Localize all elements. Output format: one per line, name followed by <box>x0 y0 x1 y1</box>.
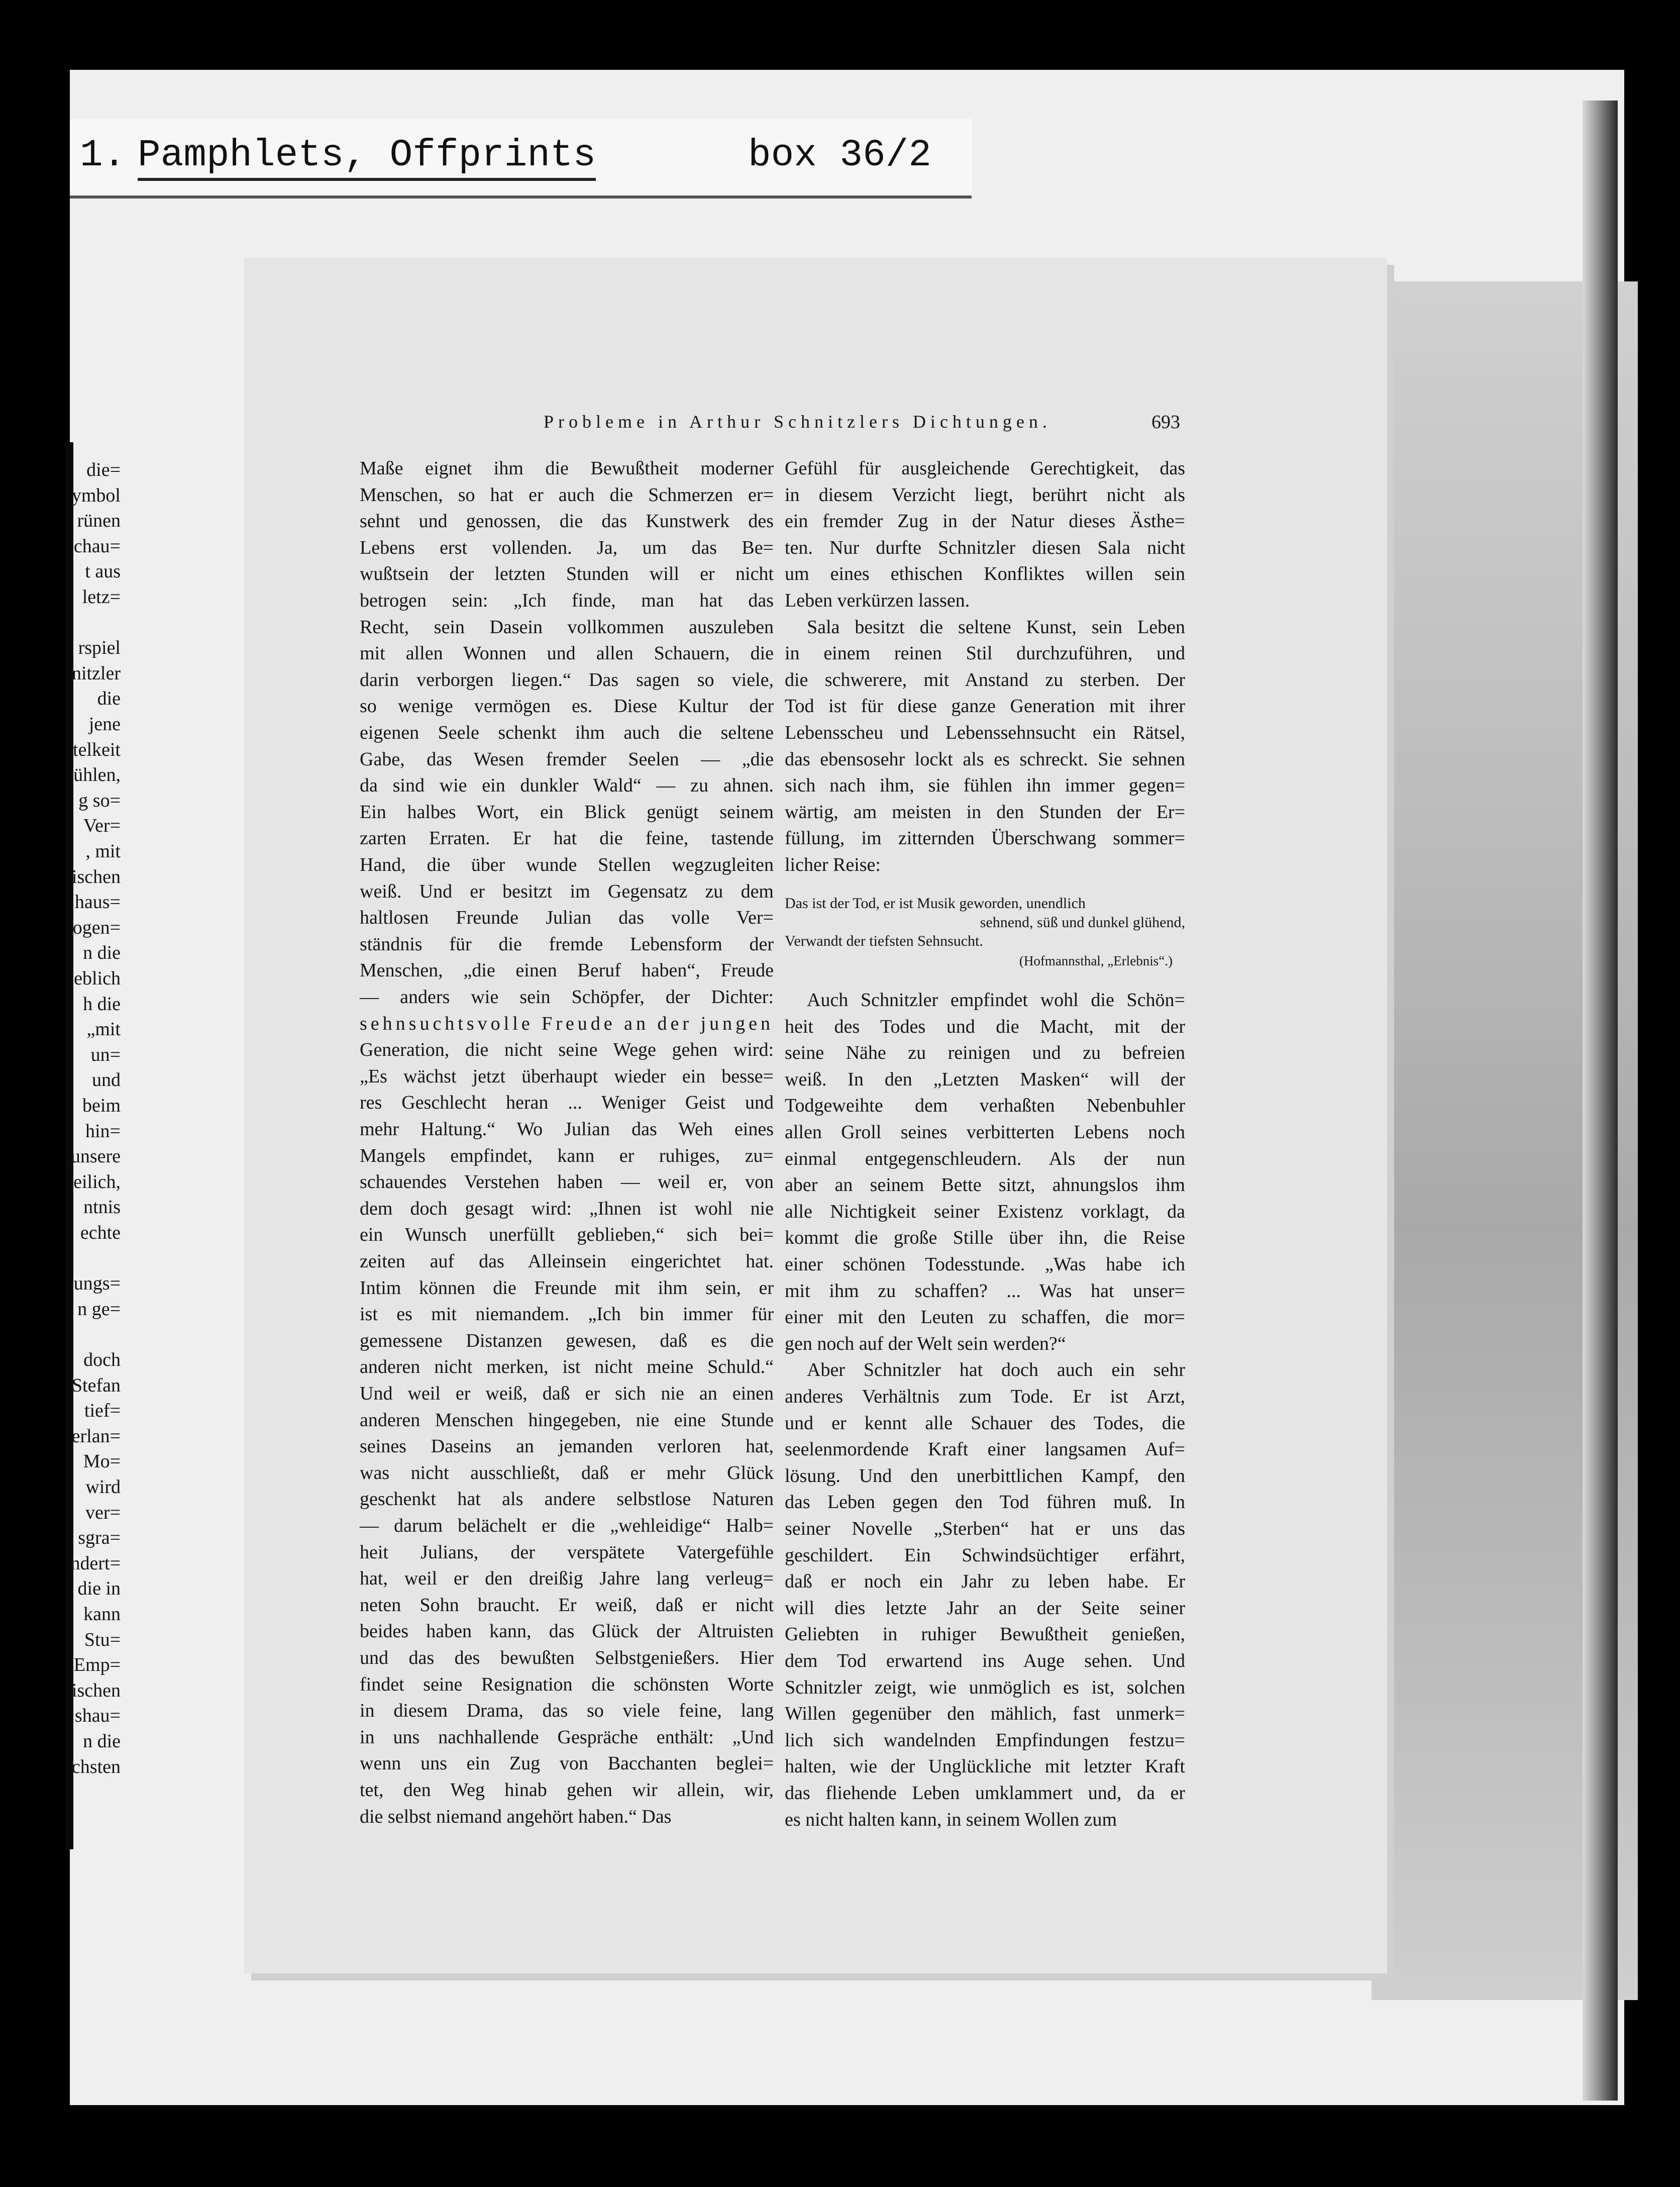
fragment-line: rünen <box>77 510 121 532</box>
fragment-line: rspiel <box>78 637 121 659</box>
text-line: lich sich wandelnden Empfindungen festzu= <box>785 1729 1185 1751</box>
page-number: 693 <box>1151 412 1180 433</box>
text-line: Lebensscheu und Lebenssehnsucht ein Rätsel, <box>785 722 1185 743</box>
archive-label-number: 1. <box>80 134 126 177</box>
fragment-line: shau= <box>74 1705 121 1727</box>
text-line: Ein halbes Wort, ein Blick genügt seinem <box>360 801 774 823</box>
fragment-line: ymbol <box>71 484 121 506</box>
fragment-line: jene <box>88 714 121 735</box>
text-line: in diesem Verzicht liegt, berührt nicht als <box>785 484 1185 506</box>
text-line: und das des bewußten Selbstgenießers. Hier <box>360 1647 774 1668</box>
text-line: hat, weil er den dreißig Jahre lang verleug= <box>360 1568 774 1589</box>
text-line: Willen gegenüber den mählich, fast unmerk= <box>785 1703 1185 1725</box>
archive-label-box: box 36/2 <box>748 134 931 177</box>
text-line: seines Daseins an jemanden verloren hat, <box>360 1436 774 1457</box>
text-line: seelenmordende Kraft einer langsamen Auf= <box>785 1439 1185 1460</box>
text-line: halten, wie der Unglückliche mit letzter Kraft <box>785 1756 1185 1777</box>
text-line: geschenkt hat als andere selbstlose Naturen <box>360 1488 774 1510</box>
fragment-line: ischen <box>71 1679 121 1701</box>
text-line: wärtig, am meisten in den Stunden der Er= <box>785 801 1185 823</box>
text-line: zarten Erraten. Er hat die feine, tastende <box>360 828 774 849</box>
text-line: da sind wie ein dunkler Wald“ — zu ahnen. <box>360 775 774 797</box>
text-line: Lebens erst vollenden. Ja, um das Be= <box>360 537 774 558</box>
text-line: anderes Verhältnis zum Tode. Er ist Arzt, <box>785 1386 1185 1407</box>
text-line: sehnsuchtsvolle Freude an der jungen <box>360 1013 774 1034</box>
text-line: Hand, die über wunde Stellen wegzugleiten <box>360 854 774 875</box>
text-line: um eines ethischen Konfliktes willen sein <box>785 563 1185 585</box>
text-line: so wenige vermögen es. Diese Kultur der <box>360 695 774 717</box>
text-line: ein Wunsch unerfüllt geblieben,“ sich bei= <box>360 1224 774 1246</box>
fragment-line: die in <box>77 1578 121 1600</box>
text-line: wenn uns ein Zug von Bacchanten beglei= <box>360 1753 774 1774</box>
fragment-line: t aus <box>85 561 121 582</box>
text-line: was nicht ausschließt, daß er mehr Glück <box>360 1462 774 1483</box>
fragment-line: , mit <box>85 841 121 862</box>
text-line: die schwerere, mit Anstand zu sterben. Der <box>785 669 1185 690</box>
text-line: Tod ist für diese ganze Generation mit ihrer <box>785 695 1185 717</box>
text-line: und er kennt alle Schauer des Todes, die <box>785 1412 1185 1434</box>
sheet-edge <box>1583 101 1618 2101</box>
text-line: schauendes Verstehen haben — weil er, von <box>360 1171 774 1193</box>
text-line: einer mit den Leuten zu schaffen, die mor= <box>785 1307 1185 1328</box>
text-line: sehnt und genossen, die das Kunstwerk des <box>360 511 774 532</box>
text-line: beides haben kann, das Glück der Altruisten <box>360 1621 774 1642</box>
text-line: kommt die große Stille über ihn, die Reise <box>785 1227 1185 1249</box>
text-line: weiß. In den „Letzten Masken“ will der <box>785 1068 1185 1090</box>
text-line: Gefühl für ausgleichende Gerechtigkeit, das <box>785 458 1185 479</box>
text-line: zeiten auf das Alleinsein eingerichtet hat. <box>360 1251 774 1272</box>
verse-line-2: sehnend, süß und dunkel glühend, <box>980 914 1185 931</box>
fragment-line: hin= <box>85 1120 121 1142</box>
text-line: ein fremder Zug in der Natur dieses Ästhe= <box>785 511 1185 532</box>
text-line: weiß. Und er besitzt im Gegensatz zu dem <box>360 880 774 902</box>
text-line: dem Tod erwartend ins Auge sehen. Und <box>785 1650 1185 1671</box>
fragment-line: die <box>97 688 121 710</box>
text-line: Geliebten in ruhiger Bewußtheit genießen, <box>785 1624 1185 1645</box>
text-line: betrogen sein: „Ich finde, man hat das <box>360 590 774 611</box>
fragment-line: n die <box>83 942 121 964</box>
text-line: dem doch gesagt wird: „Ihnen ist wohl nie <box>360 1198 774 1219</box>
fragment-line: Stefan <box>71 1374 121 1396</box>
text-line: ist es mit niemandem. „Ich bin immer für <box>360 1304 774 1325</box>
text-line: gemessene Distanzen gewesen, daß es die <box>360 1330 774 1351</box>
text-line: neten Sohn braucht. Er weiß, daß er nicht <box>360 1594 774 1616</box>
fragment-line: ischen <box>71 866 121 887</box>
text-line: „Es wächst jetzt überhaupt wieder ein besse= <box>360 1065 774 1087</box>
text-line: Leben verkürzen lassen. <box>785 590 970 611</box>
text-line: Menschen, so hat er auch die Schmerzen er= <box>360 484 774 506</box>
archive-label-title: Pamphlets, Offprints <box>138 134 596 181</box>
text-line: seiner Novelle „Sterben“ hat er uns das <box>785 1518 1185 1539</box>
text-line: ständnis für die fremde Lebensform der <box>360 933 774 955</box>
text-line: findet seine Resignation die schönsten Worte <box>360 1673 774 1695</box>
fragment-line: h die <box>83 993 121 1015</box>
text-line: geschildert. Ein Schwindsüchtiger erfährt, <box>785 1544 1185 1566</box>
fragment-line: Emp= <box>73 1654 121 1676</box>
text-line: sich nach ihm, sie fühlen ihn immer gegen= <box>785 775 1185 797</box>
fragment-line: ungs= <box>73 1273 121 1295</box>
text-line: darin verborgen liegen.“ Das sagen so viele, <box>360 669 774 690</box>
text-line: einer schönen Todesstunde. „Was habe ich <box>785 1254 1185 1275</box>
text-line: wußtsein der letzten Stunden will er nicht <box>360 563 774 585</box>
running-head: Probleme in Arthur Schnitzlers Dichtungen. <box>544 412 1052 432</box>
fragment-line: Stu= <box>84 1629 121 1650</box>
text-line: anderen Menschen hingegeben, nie eine Stunde <box>360 1409 774 1431</box>
fragment-line: ndert= <box>70 1552 121 1574</box>
fragment-line: sgra= <box>78 1527 121 1549</box>
text-line: Recht, sein Dasein vollkommen auszuleben <box>360 616 774 638</box>
text-line: Auch Schnitzler empfindet wohl die Schön= <box>807 989 1185 1011</box>
text-line: Generation, die nicht seine Wege gehen wird: <box>360 1039 774 1061</box>
text-line: ten. Nur durfte Schnitzler diesen Sala nicht <box>785 537 1185 558</box>
text-line: tet, den Weg hinab gehen wir allein, wir, <box>360 1779 774 1801</box>
fragment-line: und <box>92 1069 121 1091</box>
fragment-line: „mit <box>86 1019 121 1040</box>
text-line: Todgeweihte dem verhaßten Nebenbuhler <box>785 1095 1185 1117</box>
fragment-line: g so= <box>78 789 121 811</box>
text-line: das Leben gegen den Tod führen muß. In <box>785 1492 1185 1513</box>
fragment-line: doch <box>83 1349 121 1370</box>
fragment-line: letz= <box>82 586 121 608</box>
fragment-line: telkeit <box>73 739 121 760</box>
text-line: in diesem Drama, das so viele feine, lang <box>360 1700 774 1722</box>
previous-page-fragments <box>65 457 121 1965</box>
fragment-line: chsten <box>71 1756 121 1777</box>
text-line: aber an seinem Bette sitzt, ahnungslos ihm <box>785 1174 1185 1196</box>
text-line: in einem reinen Stil durchzuführen, und <box>785 643 1185 664</box>
text-line: Menschen, „die einen Beruf haben“, Freude <box>360 960 774 981</box>
text-line: mit ihm zu schaffen? ... Was hat unser= <box>785 1280 1185 1302</box>
text-line: licher Reise: <box>785 854 881 875</box>
verse-line-1: Das ist der Tod, er ist Musik geworden, unendlich <box>785 895 1086 912</box>
text-line: Aber Schnitzler hat doch auch ein sehr <box>807 1359 1185 1381</box>
text-line: mit allen Wonnen und allen Schauern, die <box>360 643 774 664</box>
text-line: mehr Haltung.“ Wo Julian das Weh eines <box>360 1119 774 1140</box>
text-line: lösung. Und den unerbittlichen Kampf, den <box>785 1465 1185 1486</box>
text-line: — darum belächelt er die „wehleidige“ Halb= <box>360 1515 774 1536</box>
text-line: — anders wie sein Schöpfer, der Dichter: <box>360 986 774 1008</box>
text-line: daß er noch ein Jahr zu leben habe. Er <box>785 1571 1185 1593</box>
text-line: Mangels empfindet, kann er ruhiges, zu= <box>360 1145 774 1166</box>
fragment-line: echte <box>80 1222 121 1243</box>
fragment-line: kann <box>83 1604 121 1625</box>
text-line: alle Nichtigkeit seiner Existenz vorklagt, da <box>785 1201 1185 1222</box>
fragment-line: ver= <box>85 1502 121 1523</box>
text-line: Intim können die Freunde mit ihm sein, er <box>360 1277 774 1299</box>
fragment-line: Mo= <box>83 1451 121 1472</box>
fragment-line: eblich <box>74 968 121 989</box>
text-line: heit Julians, der verspätete Vatergefühle <box>360 1541 774 1563</box>
text-line: allen Groll seines verbitterten Lebens noch <box>785 1122 1185 1143</box>
text-line: res Geschlecht heran ... Weniger Geist und <box>360 1092 774 1114</box>
fragment-line: die= <box>86 459 121 480</box>
text-line: eigenen Seele schenkt ihm auch die seltene <box>360 722 774 743</box>
fragment-line: chau= <box>73 535 121 557</box>
fragment-line: un= <box>90 1044 121 1065</box>
fragment-line: beim <box>82 1095 121 1116</box>
text-line: seine Nähe zu reinigen und zu befreien <box>785 1042 1185 1064</box>
text-line: Maße eignet ihm die Bewußtheit moderner <box>360 458 774 479</box>
text-line: Schnitzler zeigt, wie unmöglich es ist, solchen <box>785 1676 1185 1698</box>
text-line: das fliehende Leben umklammert und, da er <box>785 1782 1185 1804</box>
fragment-line: n ge= <box>77 1298 121 1320</box>
archive-label <box>70 119 972 198</box>
text-line: anderen nicht merken, ist nicht meine Schuld.“ <box>360 1356 774 1378</box>
text-line: Sala besitzt die seltene Kunst, sein Leben <box>807 616 1185 638</box>
verse-attribution: (Hofmannsthal, „Erlebnis“.) <box>1019 953 1173 968</box>
text-line: gen noch auf der Welt sein werden?“ <box>785 1333 1066 1354</box>
text-line: Und weil er weiß, daß er sich nie an einen <box>360 1383 774 1404</box>
text-line: es nicht halten kann, in seinem Wollen zum <box>785 1809 1117 1830</box>
fragment-line: ntnis <box>83 1197 121 1218</box>
text-line: füllung, im zitternden Überschwang sommer= <box>785 828 1185 849</box>
fragment-line: n die <box>83 1731 121 1752</box>
fragment-line: haus= <box>74 891 121 913</box>
fragment-line: erlan= <box>71 1425 121 1447</box>
text-line: heit des Todes und die Macht, mit der <box>785 1016 1185 1037</box>
text-line: will dies letzte Jahr an der Seite seiner <box>785 1597 1185 1619</box>
fragment-line: eilich, <box>73 1171 121 1192</box>
fragment-line: ühlen, <box>73 764 121 786</box>
fragment-line: unsere <box>70 1146 121 1167</box>
text-line: in uns nachhallende Gespräche enthält: „Und <box>360 1726 774 1748</box>
fragment-line: tief= <box>84 1400 121 1422</box>
fragment-line: nitzler <box>71 662 121 684</box>
text-line: haltlosen Freunde Julian das volle Ver= <box>360 907 774 929</box>
text-line: die selbst niemand angehört haben.“ Das <box>360 1806 672 1827</box>
text-line: einmal entgegenschleudern. Als der nun <box>785 1148 1185 1169</box>
fragment-line: ogen= <box>72 917 121 938</box>
fragment-line: wird <box>85 1476 121 1498</box>
text-line: das ebensosehr lockt als es schreckt. Sie sehnen <box>785 748 1185 770</box>
fragment-line: Ver= <box>83 815 121 837</box>
text-line: Gabe, das Wesen fremder Seelen — „die <box>360 748 774 770</box>
verse-line-3: Verwandt der tiefsten Sehnsucht. <box>785 933 983 949</box>
